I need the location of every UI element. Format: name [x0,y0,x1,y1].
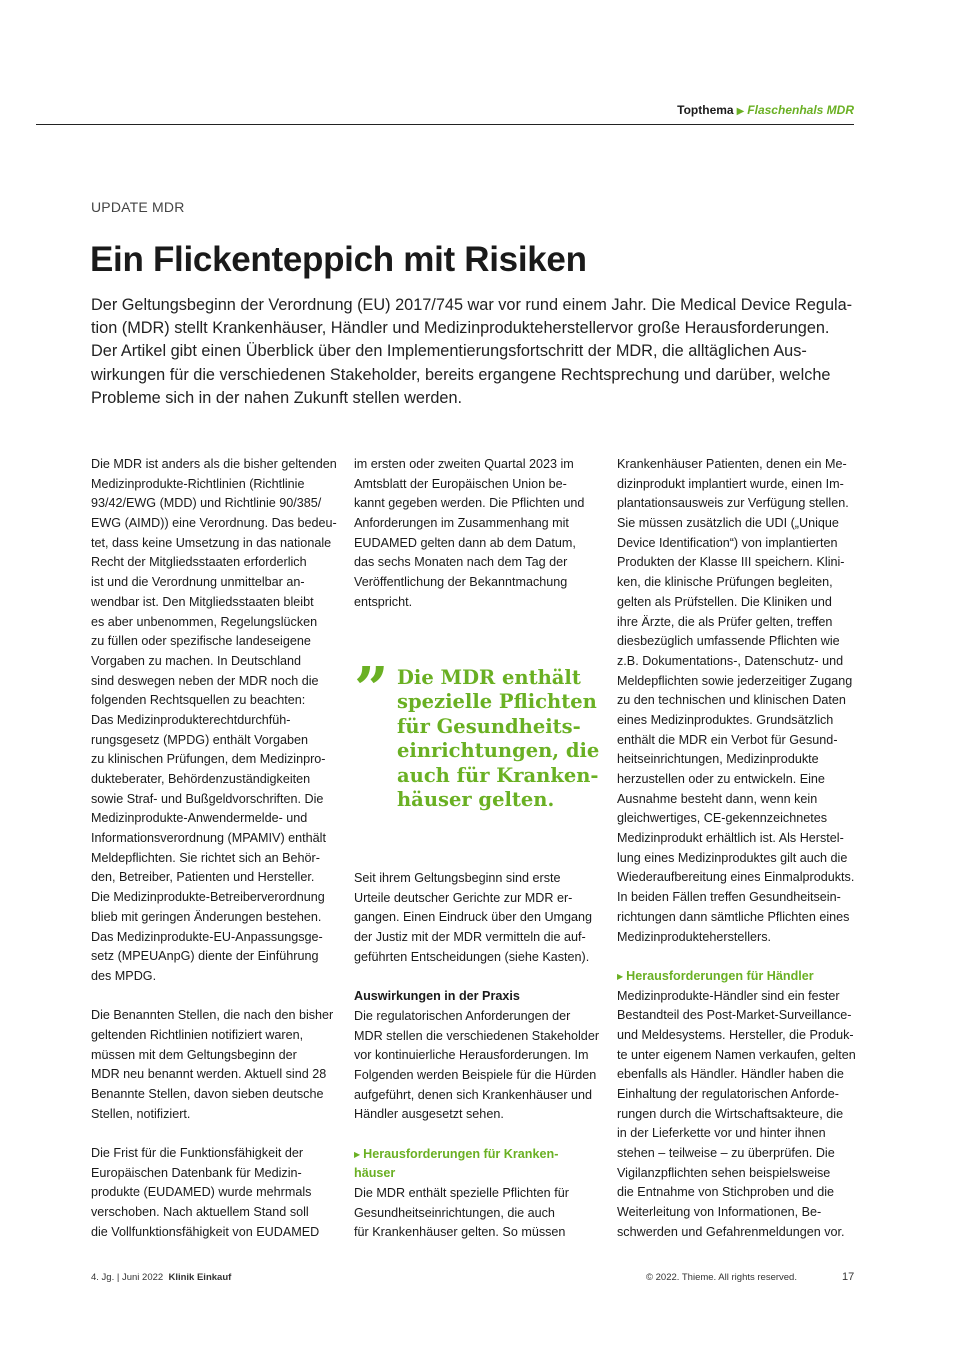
lead-line: tion (MDR) stellt Krankenhäuser, Händler und Medizinprodukteherstellervor große Herausforderungen. [91,319,830,338]
triangle-icon: ▶ [617,971,624,981]
text-line: Die Frist für die Funktionsfähigkeit der [91,1146,304,1161]
text-line: gleichwertiges, CE-gekennzeichnetes [617,811,828,826]
text-line: lung eines Medizinproduktes gilt auch die [617,850,848,865]
text-line: sowie Straf- und Bußgeldvorschriften. Die [91,791,324,806]
quote-mark-icon: ” [354,655,389,725]
text-line: Die MDR enthält spezielle Pflichten für [354,1186,569,1200]
paragraph [91,1006,334,1124]
green-subhead-cont: häuser [354,1166,396,1181]
text-line: MDR stellen die verschiedenen Stakeholder [354,1028,600,1043]
text-line: gelten als Prüfstellen. Die Kliniken und [617,594,832,609]
text-line: Bestandteil des Post-Market-Surveillance- [617,1008,852,1023]
header-topic: Flaschenhals MDR [747,103,854,117]
text-line: zu füllen oder spezifische landeseigene [91,634,311,649]
text-line: Europäischen Datenbank für Medizin- [91,1165,302,1180]
text-line: sind deswegen neben der MDR noch die [91,673,319,688]
text-line: Medizinprodukte-Anwendermelde- und [91,811,308,826]
header-section: Topthema [677,103,734,117]
text-line: in der Lieferkette vor und hinter ihnen [617,1126,826,1141]
text-line: Einhaltung der regulatorischen Anforde- [617,1087,839,1101]
text-line: Ausnahme besteht dann, wenn kein [617,791,818,806]
footer-copyright: © 2022. Thieme. All rights reserved. [646,1272,797,1283]
text-line: heitseinrichtungen, Medizinprodukte [617,752,819,767]
paragraph [354,869,594,967]
text-line: plantationsausweis zur Verfügung stellen. [617,496,849,511]
text-line: Device Identification“) von implantierten [617,535,838,550]
text-line: herzustellen oder zu entwickeln. Eine [617,772,825,786]
text-line: vor kontinuierliche Herausforderungen. Im [354,1048,589,1063]
text-line: setz (MPEUAnpG) diente der Einführung [91,949,319,964]
lead-line: wirkungen für die verschiedenen Stakeholder, bereits ergangene Rechtsprechung und darüber, welche [91,365,831,384]
paragraph [354,1007,600,1125]
text-line: es aber unbenommen, Regelungslücken [91,614,318,629]
text-line: zu den technischen und klinischen Daten [617,693,846,708]
green-subhead-text: Herausforderungen für Händler [626,968,814,983]
section-subhead: Auswirkungen in der Praxis [354,989,520,1004]
text-line: ihre Ärzte, die als Prüfer gelten, treffen [617,614,833,629]
text-line: und Meldesystems. Hersteller, die Produk- [617,1027,854,1042]
lead-line: Probleme sich in der nahen Zukunft stellen werden. [91,388,463,407]
paragraph [354,1184,594,1243]
running-header-text [677,102,854,120]
text-line: Weiterleitung von Informationen, Be- [617,1205,822,1220]
text-line: ken, die klinische Prüfungen begleiten, [617,575,833,590]
text-line: folgenden Rechtsquellen zu beachten: [91,693,306,708]
text-line: den, Betreiber, Patienten und Hersteller. [91,870,315,885]
text-line: geltenden Richtlinien notifiziert waren, [91,1027,304,1042]
text-line: Das Medizinprodukterechtdurchfüh- [91,712,291,727]
text-line: dukteberater, Behördenzuständigkeiten [91,772,311,786]
text-line: Sie müssen zusätzlich die UDI („Unique [617,516,839,531]
paragraph [91,1144,331,1242]
text-line: Meldepflichten. Sie richtet sich an Behör- [91,850,320,865]
text-line: Vigilanzpflichten sehen beispielsweise [617,1165,831,1180]
text-line: EUDAMED gelten dann ab dem Datum, [354,535,576,550]
text-column-2 [354,455,594,613]
text-line: Medizinprodukte-Händler sind ein fester [617,988,840,1003]
header-arrow-icon: ▶ [736,106,745,117]
text-line: In beiden Fällen treffen Gesundheitsein- [617,890,841,905]
text-line: Medizinprodukte-Richtlinien (Richtlinie [91,476,305,491]
text-line: eines Medizinproduktes. Grundsätzlich [617,712,834,727]
paragraph [617,455,857,947]
running-header [36,100,854,125]
text-line: z.B. Dokumentations-, Datenschutz- und [617,653,844,668]
quote-line: auch für Kranken- [397,763,599,787]
text-line: Die Medizinprodukte-Betreiberverordnung [91,890,325,905]
text-line: geführten Entscheidungen (siehe Kasten). [354,949,590,964]
text-line: wendbar ist. Den Mitgliedsstaaten bleibt [91,594,314,609]
text-line: ebenfalls als Händler. Händler haben die [617,1067,844,1082]
text-line: MDR neu benannt werden. Aktuell sind 28 [91,1067,327,1082]
page-number: 17 [842,1271,855,1283]
footer-issue [91,1272,231,1283]
text-line: des MPDG. [91,968,157,983]
text-line: Medizinprodukt erhältlich ist. Als Herstel- [617,831,844,846]
text-line: gangen. Einen Eindruck über den Umgang [354,910,593,925]
text-line: für Krankenhäuser gelten. So müssen [354,1225,566,1240]
text-line: kannt gegeben werden. Die Pflichten und [354,496,585,511]
text-line: Händler ausgesetzt sehen. [354,1107,504,1122]
text-line: aufgeführt, denen sich Krankenhäuser und [354,1087,593,1102]
text-line: Die Benannten Stellen, die nach den bisher [91,1008,334,1023]
text-line: blieb mit geringen Änderungen bestehen. [91,909,322,924]
text-column-3 [617,455,857,1243]
text-line: verschoben. Nach aktuellem Stand soll [91,1205,309,1220]
paragraph [91,455,337,987]
text-line: Anforderungen im Zusammenhang mit [354,516,569,531]
text-line: dizinprodukt implantiert wurde, einen Im- [617,476,844,491]
quote-line: für Gesundheits- [397,714,581,738]
text-line: Benannte Stellen, davon sieben deutsche [91,1087,324,1101]
text-column-1 [91,455,337,1243]
text-line: Meldepflichten sowie jederzeitiger Zugang [617,673,853,688]
text-line: ist und die Verordnung unmittelbar an- [91,575,305,590]
text-line: Vorgaben zu machen. In Deutschland [91,653,302,668]
text-line: Produkten der Klasse III speichern. Klini- [617,555,845,570]
text-line: EWG (AIMD)) eine Verordnung. Das bedeu- [91,516,337,531]
text-line: Gesundheitseinrichtungen, die auch [354,1205,555,1220]
text-line: Die regulatorischen Anforderungen der [354,1008,571,1023]
quote-line: häuser gelten. [397,788,555,812]
text-line: der Justiz mit der MDR vermitteln die auf- [354,930,586,945]
text-line: die Vollfunktionsfähigkeit von EUDAMED [91,1224,320,1239]
text-line: entspricht. [354,594,413,609]
text-line: Amtsblatt der Europäischen Union be- [354,476,567,491]
text-line: Medizinprodukteherstellers. [617,929,771,944]
quote-line: einrichtungen, die [397,739,600,763]
text-line: te unter eigenem Namen verkaufen, gelten [617,1047,856,1062]
text-line: produkte (EUDAMED) wurde mehrmals [91,1185,312,1200]
text-line: tet, dass keine Umsetzung in das nationale [91,535,332,550]
text-line: müssen mit dem Geltungsbeginn der [91,1047,297,1062]
text-line: 93/42/EWG (MDD) und Richtlinie 90/385/ [91,496,322,511]
text-line: Stellen, notifiziert. [91,1106,191,1121]
text-line: Die MDR ist anders als die bisher geltenden [91,457,337,471]
text-line: Urteile deutscher Gerichte zur MDR er- [354,890,573,905]
green-subhead [354,1145,594,1165]
text-line: im ersten oder zweiten Quartal 2023 im [354,457,574,471]
text-line: rungen durch die Wirtschaftsakteure, die [617,1106,844,1121]
green-subhead [617,967,857,987]
triangle-icon: ▶ [354,1149,361,1159]
text-line: die Entnahme von Stichproben und die [617,1185,835,1200]
text-line: enthält die MDR ein Verbot für Gesund- [617,732,838,747]
text-line: Das Medizinprodukte-EU-Anpassungsge- [91,929,323,944]
text-line: das sechs Monaten nach dem Tag der [354,555,568,570]
text-line: Wiederaufbereitung eines Einmalprodukts. [617,870,855,885]
green-subhead-text: Herausforderungen für Kranken- [363,1146,559,1161]
text-line: rungsgesetz (MPDG) enthält Vorgaben [91,732,309,747]
pull-quote-text [397,666,599,812]
text-line: diesbezüglich umfassende Pflichten wie [617,634,840,649]
text-line: Informationsverordnung (MPAMIV) enthält [91,831,326,846]
article-title: Ein Flickenteppich mit Risiken [90,240,587,279]
text-line: richtungen dann sämtliche Pflichten eines [617,909,850,924]
text-column-2-continued [354,869,600,1243]
article-lead [91,294,851,410]
text-line: stehen – teilweise – zu überprüfen. Die [617,1146,835,1161]
text-line: Folgenden werden Beispiele für die Hürden [354,1067,597,1082]
text-line: Recht der Mitgliedsstaaten erforderlich [91,555,307,570]
text-line: Veröffentlichung der Bekanntmachung [354,575,568,590]
quote-line: Die MDR enthält [397,666,581,689]
text-line: Krankenhäuser Patienten, denen ein Me- [617,457,847,471]
paragraph [354,455,594,613]
text-line: schwerden und Gefahrenmeldungen vor. [617,1224,845,1239]
article-kicker: UPDATE MDR [91,199,185,215]
quote-line: spezielle Pflichten [397,690,597,714]
text-line: Seit ihrem Geltungsbeginn sind erste [354,871,561,885]
lead-line: Der Geltungsbeginn der Verordnung (EU) 2017/745 war vor rund einem Jahr. Die Medical Device Regula- [91,296,853,314]
text-line: zu klinischen Prüfungen, dem Medizinpro- [91,752,326,767]
footer-journal: Klinik Einkauf [168,1272,232,1283]
footer-issue-text: 4. Jg. | Juni 2022 [91,1272,164,1283]
lead-line: Der Artikel gibt einen Überblick über den Implementierungsfortschritt der MDR, die alltäglichen Aus- [91,342,807,361]
paragraph [617,987,857,1243]
